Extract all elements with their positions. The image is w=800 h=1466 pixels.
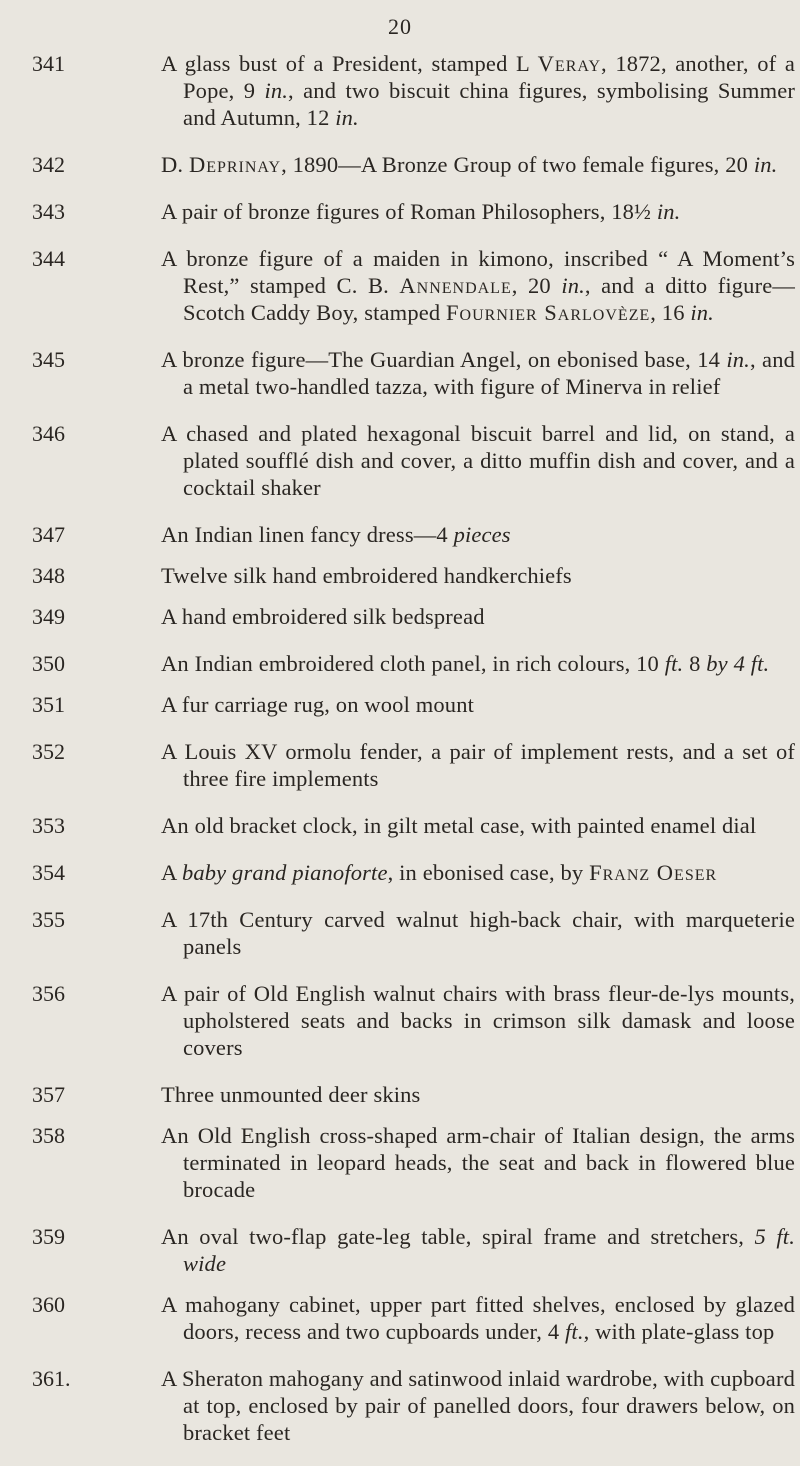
lot-number: 341 <box>32 51 65 76</box>
page-number: 20 <box>388 14 412 39</box>
lot-description: A bronze figure—The Guardian Angel, on ebonised base, 14 in., and a metal two-handled tazza, with figure of Minerva in relief <box>161 347 795 399</box>
lot-entry <box>0 420 800 501</box>
lot-description: An oval two-flap gate-leg table, spiral frame and stretchers, 5 ft. wide <box>161 1224 795 1276</box>
lot-number: 343 <box>32 199 65 224</box>
lot-number: 358 <box>32 1123 65 1148</box>
lot-description: Three unmounted deer skins <box>161 1082 421 1107</box>
lot-number: 352 <box>32 739 65 764</box>
lot-description: A mahogany cabinet, upper part fitted shelves, enclosed by glazed doors, recess and two cupboards under, 4 ft., with plate-glass top <box>161 1292 795 1344</box>
lot-number: 356 <box>32 981 65 1006</box>
lot-entry <box>0 1291 800 1345</box>
lot-entry <box>0 50 800 131</box>
lot-entry <box>0 1122 800 1203</box>
lot-description: A glass bust of a President, stamped L Veray, 1872, another, of a Pope, 9 in., and two biscuit china figures, symbolising Summer and Autumn, 12 in. <box>161 51 795 130</box>
lot-entry <box>0 562 800 589</box>
lot-entry <box>0 151 800 178</box>
lot-number: 348 <box>32 563 65 588</box>
lot-entry <box>0 1223 800 1277</box>
lot-description: A Louis XV ormolu fender, a pair of implement rests, and a set of three fire implements <box>161 739 795 791</box>
lot-description: An old bracket clock, in gilt metal case, with painted enamel dial <box>161 813 757 838</box>
lot-number: 361. <box>32 1366 71 1391</box>
lot-number: 351 <box>32 692 65 717</box>
lot-entry <box>0 906 800 960</box>
lot-number: 342 <box>32 152 65 177</box>
lot-list <box>0 50 800 1466</box>
lot-description: A bronze figure of a maiden in kimono, inscribed “ A Moment’s Rest,” stamped C. B. Annendale, 20 in., and a ditto figure—Scotch Caddy Boy, stamped Fournier Sarlovèze, 16 in. <box>161 246 795 325</box>
lot-description: Twelve silk hand embroidered handkerchiefs <box>161 563 572 588</box>
lot-description: A hand embroidered silk bedspread <box>161 604 485 629</box>
lot-entry <box>0 1081 800 1108</box>
lot-entry <box>0 245 800 326</box>
lot-description: A pair of Old English walnut chairs with brass fleur-de-lys mounts, upholstered seats and backs in crimson silk damask and loose covers <box>161 981 795 1060</box>
lot-number: 355 <box>32 907 65 932</box>
lot-description: A fur carriage rug, on wool mount <box>161 692 474 717</box>
lot-description: D. Deprinay, 1890—A Bronze Group of two female figures, 20 in. <box>161 152 778 177</box>
lot-number: 345 <box>32 347 65 372</box>
lot-description: A chased and plated hexagonal biscuit barrel and lid, on stand, a plated soufflé dish and cover, a ditto muffin dish and cover, and a cocktail shaker <box>161 421 795 500</box>
lot-description: A 17th Century carved walnut high-back chair, with marqueterie panels <box>161 907 795 959</box>
lot-entry <box>0 859 800 886</box>
lot-description: An Indian linen fancy dress—4 pieces <box>161 522 511 547</box>
lot-number: 359 <box>32 1224 65 1249</box>
lot-number: 357 <box>32 1082 65 1107</box>
lot-entry <box>0 346 800 400</box>
lot-number: 350 <box>32 651 65 676</box>
lot-number: 344 <box>32 246 65 271</box>
lot-number: 353 <box>32 813 65 838</box>
lot-description: An Indian embroidered cloth panel, in rich colours, 10 ft. 8 by 4 ft. <box>161 651 770 676</box>
lot-number: 354 <box>32 860 65 885</box>
lot-description: An Old English cross-shaped arm-chair of Italian design, the arms terminated in leopard heads, the seat and back in flowered blue brocade <box>161 1123 795 1202</box>
lot-description: A pair of bronze figures of Roman Philosophers, 18½ in. <box>161 199 681 224</box>
lot-number: 347 <box>32 522 65 547</box>
lot-description: A Sheraton mahogany and satinwood inlaid wardrobe, with cupboard at top, enclosed by pair of panelled doors, four drawers below, on bracket feet <box>161 1366 795 1445</box>
lot-number: 360 <box>32 1292 65 1317</box>
lot-entry <box>0 1365 800 1446</box>
lot-entry <box>0 603 800 630</box>
lot-number: 349 <box>32 604 65 629</box>
lot-entry <box>0 812 800 839</box>
lot-entry <box>0 980 800 1061</box>
lot-entry <box>0 691 800 718</box>
lot-entry <box>0 738 800 792</box>
lot-entry <box>0 198 800 225</box>
lot-description: A baby grand pianoforte, in ebonised case, by Franz Oeser <box>161 860 718 885</box>
lot-number: 346 <box>32 421 65 446</box>
lot-entry <box>0 650 800 677</box>
lot-entry <box>0 521 800 548</box>
